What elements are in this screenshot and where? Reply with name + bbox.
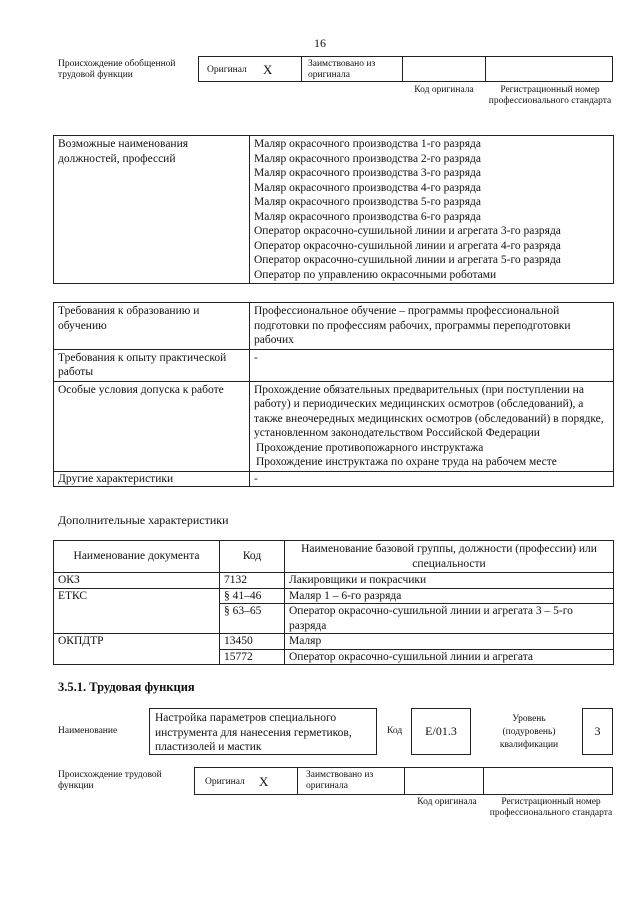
- code-original-cell-2: [404, 767, 484, 795]
- row-doc: ОКПДТР: [54, 634, 220, 665]
- row-code: 13450: [220, 634, 285, 650]
- requirement-value: -: [250, 471, 614, 487]
- position-item: Оператор окрасочно-сушильной линии и агрегата 3-го разряда: [254, 225, 561, 237]
- level-label: Уровень (подуровень) квалификации: [499, 714, 559, 750]
- position-item: Маляр окрасочного производства 6-го разряда: [254, 210, 481, 223]
- row-doc: ОКЗ: [54, 573, 220, 589]
- requirement-label: Требования к опыту практической работы: [54, 349, 250, 381]
- function-code-label: Код: [387, 726, 403, 736]
- header-doc: Наименование документа: [54, 541, 220, 573]
- requirement-value: Профессиональное обучение – программы профессиональной подготовки по профессиям рабочих, программы переподготовки рабочих: [250, 303, 614, 350]
- requirement-label: Требования к образованию и обучению: [54, 303, 250, 350]
- requirement-value: -: [250, 349, 614, 381]
- original-label: Оригинал: [207, 65, 247, 75]
- borrowed-cell: [301, 56, 403, 82]
- function-title: 3.5.1. Трудовая функция: [58, 680, 195, 694]
- additional-table: [53, 540, 614, 665]
- position-item: Маляр окрасочного производства 3-го разряда: [254, 167, 481, 179]
- position-item: Маляр окрасочного производства 1-го разряда: [254, 138, 481, 150]
- position-item: Оператор окрасочно-сушильной линии и агрегата 4-го разряда: [254, 239, 561, 252]
- row-name: Оператор окрасочно-сушильной линии и агрегата: [285, 649, 614, 665]
- page-number: 16: [314, 36, 326, 50]
- code-caption-2: Код оригинала: [417, 797, 477, 807]
- function-code-value: E/01.3: [425, 724, 457, 738]
- reg-caption-2: Регистрационный номер профессионального стандарта: [489, 797, 613, 818]
- function-code-cell: [411, 708, 471, 755]
- header-name: Наименование базовой группы, должности (профессии) или специальности: [285, 541, 614, 573]
- code-caption: Код оригинала: [414, 85, 474, 95]
- code-original-cell: [402, 56, 486, 82]
- function-name-value: Настройка параметров специального инструмента для нанесения герметиков, пластизолей и мастик: [155, 712, 352, 753]
- requirement-label: Особые условия допуска к работе: [54, 381, 250, 471]
- position-item: Маляр окрасочного производства 2-го разряда: [254, 152, 481, 165]
- original-mark: X: [263, 62, 273, 77]
- row-code: § 63–65: [220, 604, 285, 634]
- reg-caption: Регистрационный номер профессионального стандарта: [488, 85, 612, 106]
- requirement-value: Прохождение противопожарного инструктажа: [256, 441, 484, 454]
- positions-table: [53, 135, 614, 284]
- reg-number-cell-2: [483, 767, 613, 795]
- borrowed-label-2: Заимствовано из оригинала: [306, 770, 374, 791]
- requirement-value: Прохождение обязательных предварительных (при поступлении на работу) и периодических медицинских осмотров (обследований), а также внеочередных медицинских осмотров (обследований) в порядке, установленном законодательством Российской Федерации: [254, 383, 604, 439]
- original-label-2: Оригинал: [205, 777, 245, 787]
- position-item: Маляр окрасочного производства 4-го разряда: [254, 181, 481, 194]
- positions-list: [250, 136, 614, 284]
- row-code: 7132: [220, 573, 285, 589]
- row-doc: ЕТКС: [54, 588, 220, 634]
- position-item: Оператор по управлению окрасочными роботами: [254, 268, 497, 281]
- row-code: 15772: [220, 649, 285, 665]
- row-code: § 41–46: [220, 588, 285, 604]
- origin-label-2: Происхождение трудовой функции: [58, 770, 162, 791]
- position-item: Оператор окрасочно-сушильной линии и агрегата 5-го разряда: [254, 254, 561, 266]
- row-name: Лакировщики и покрасчики: [285, 573, 614, 589]
- requirement-label: Другие характеристики: [54, 471, 250, 487]
- original-cell: [198, 56, 302, 82]
- requirements-table: [53, 302, 614, 487]
- function-name-cell: [149, 708, 377, 755]
- positions-label: Возможные наименования должностей, профессий: [54, 136, 250, 284]
- level-cell: [582, 708, 613, 755]
- header-code: Код: [220, 541, 285, 573]
- position-item: Маляр окрасочного производства 5-го разряда: [254, 196, 481, 208]
- level-value: 3: [594, 724, 601, 738]
- borrowed-cell-2: [297, 767, 405, 795]
- borrowed-label: Заимствовано из оригинала: [308, 59, 376, 80]
- original-cell-2: [194, 767, 298, 795]
- row-name: Маляр 1 – 6-го разряда: [285, 588, 614, 604]
- requirement-value: Прохождение инструктажа по охране труда на рабочем месте: [256, 456, 557, 468]
- original-mark-2: X: [259, 774, 269, 789]
- requirement-value-block: [250, 381, 614, 471]
- row-name: Оператор окрасочно-сушильной линии и агрегата 3 – 5-го разряда: [285, 604, 614, 634]
- additional-title: Дополнительные характеристики: [58, 513, 229, 527]
- function-name-label: Наименование: [58, 726, 118, 736]
- row-name: Маляр: [285, 634, 614, 650]
- origin-label: Происхождение обобщенной трудовой функции: [58, 59, 176, 80]
- reg-number-cell: [485, 56, 613, 82]
